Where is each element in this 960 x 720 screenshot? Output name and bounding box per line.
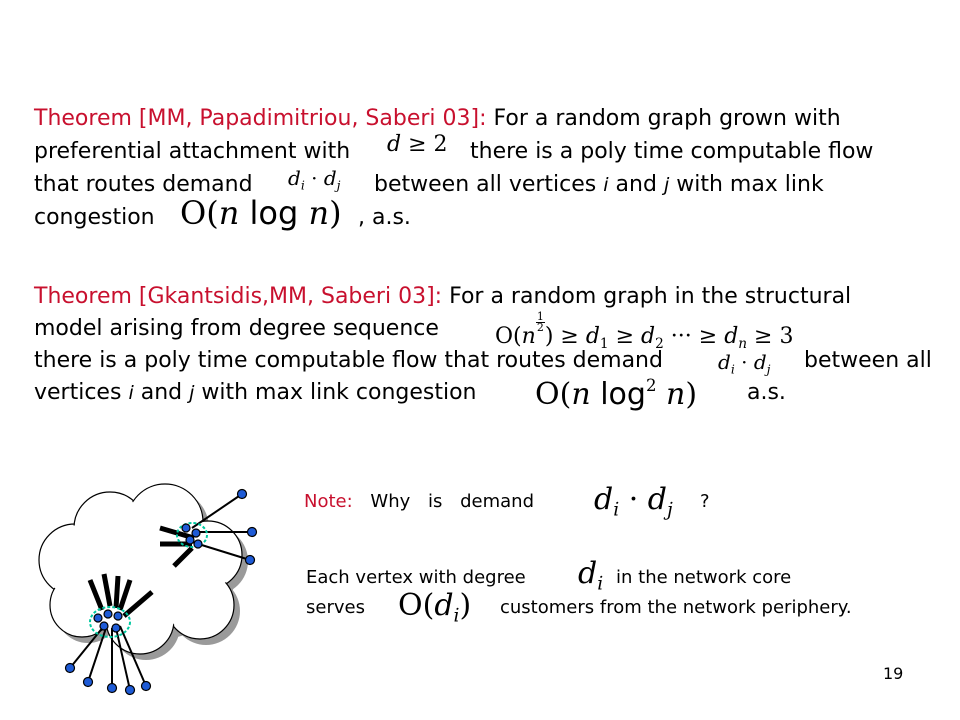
note-math-demand: $d_i \cdot d_j$ [594, 482, 673, 521]
theorem2-line4: vertices i and j with max link congestion [34, 380, 477, 405]
theorem1-line3b: between all vertices i and j with max link [374, 172, 824, 197]
page-number: 19 [883, 664, 904, 683]
theorem2-line4c: a.s. [747, 380, 786, 405]
theorem2-math-sequence: O(n $\frac{1}{2}$ ) ≥ $d_1 \ge d_2$ ··· ≥ $d_n \ge 3$ [495, 310, 794, 352]
network-cloud-diagram [20, 480, 320, 720]
theorem2-math-demand: $d_i \cdot d_j$ [718, 350, 771, 377]
note-math-degree: $d_i$ [578, 556, 604, 595]
theorem1-line2b: there is a poly time computable flow [470, 139, 874, 164]
note-line1: Note: Why is demand [304, 491, 535, 512]
note-line3b: customers from the network periphery. [500, 597, 852, 618]
theorem1-label: Theorem [MM, Papadimitriou, Saberi 03]: [34, 106, 487, 131]
theorem2-label: Theorem [Gkantsidis,MM, Saberi 03]: [34, 284, 443, 309]
note-math-customers: $O(d_i)$ [398, 588, 472, 627]
note-qmark: ? [700, 491, 710, 512]
theorem2-line3: there is a poly time computable flow that routes demand [34, 348, 663, 373]
theorem2-math-congestion: O(n $\log^2 n$) [535, 376, 698, 413]
theorem1-math-demand: $d_i \cdot d_j$ [288, 166, 341, 193]
note-line2b: in the network core [616, 567, 792, 588]
theorem2-line1: Theorem [Gkantsidis,MM, Saberi 03]: For a random graph in the structural [34, 284, 852, 309]
note-label: Note: [304, 491, 353, 512]
theorem2-line3b: between all [804, 348, 932, 373]
note-line2: Each vertex with degree [306, 567, 526, 588]
theorem1-line1 [34, 106, 841, 132]
theorem1-line4: congestion [34, 205, 155, 230]
theorem2-line2: model arising from degree sequence [34, 316, 439, 341]
theorem1-line3: that routes demand [34, 172, 253, 197]
theorem1-math-d: d ≥ 2 [387, 132, 448, 157]
theorem1-line2: preferential attachment with [34, 139, 351, 164]
theorem1-text: For a random graph grown with [493, 106, 841, 131]
theorem1-math-congestion: O(n log n) [180, 194, 342, 232]
note-line3: serves [306, 597, 365, 618]
theorem1-line4b: , a.s. [358, 205, 411, 230]
